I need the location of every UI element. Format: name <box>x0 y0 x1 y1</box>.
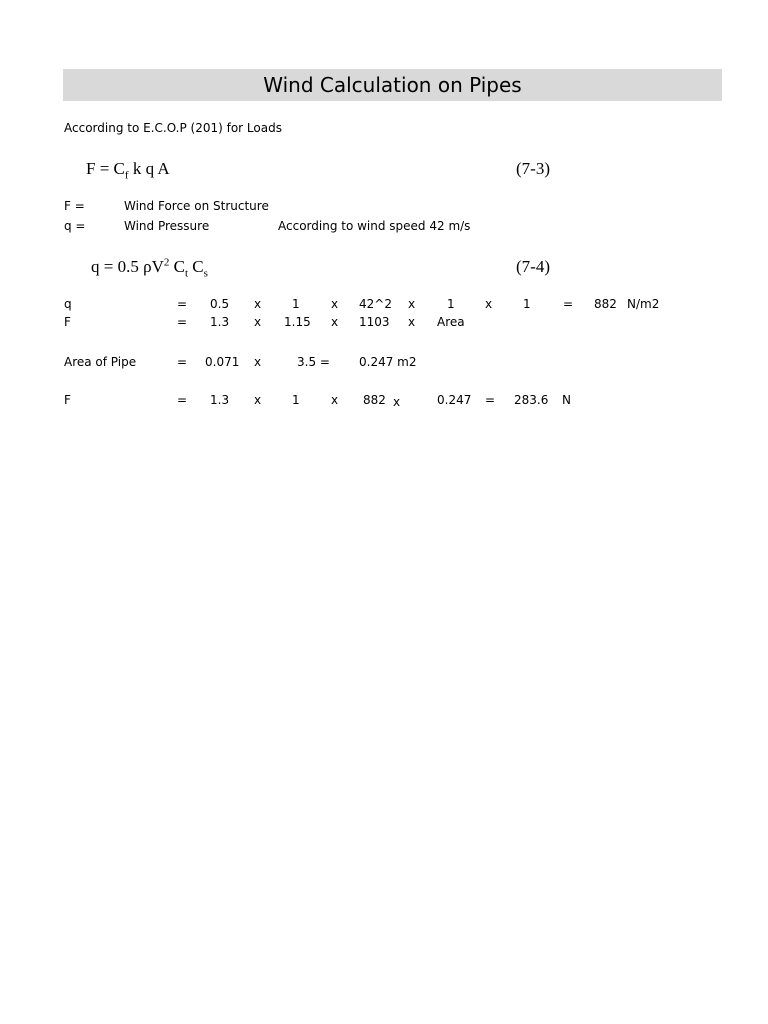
def-q-description: Wind Pressure <box>124 219 210 233</box>
row-q-equals: = <box>177 297 188 311</box>
row-f2-equals: = <box>177 393 188 407</box>
row-q-times1: x <box>254 297 262 311</box>
def-f-symbol: F = <box>64 199 85 213</box>
formula-7-4-part1: q = 0.5 ρV <box>91 257 164 276</box>
row-f1-value1: 1.3 <box>210 315 230 329</box>
formula-7-3-lhs: F = C <box>86 159 125 178</box>
equation-number-7-4: (7-4) <box>516 257 550 276</box>
row-q-equals2: = <box>563 297 574 311</box>
row-q-times3: x <box>408 297 416 311</box>
row-q-label: q <box>64 297 72 311</box>
row-area-result: 0.247 m2 <box>359 355 417 369</box>
row-f1-equals: = <box>177 315 188 329</box>
formula-7-4 <box>91 256 208 280</box>
row-area-label: Area of Pipe <box>64 355 137 369</box>
row-f1-value3: 1103 <box>359 315 390 329</box>
row-q-value1: 0.5 <box>210 297 230 311</box>
title-bar <box>63 69 722 101</box>
formula-7-4-sub-s: s <box>203 267 208 280</box>
row-f1-label: F <box>64 315 71 329</box>
row-f2-times1: x <box>254 393 262 407</box>
row-f2-times2: x <box>331 393 339 407</box>
row-q-times4: x <box>485 297 493 311</box>
row-f1-value2: 1.15 <box>284 315 311 329</box>
row-q-value4: 1 <box>447 297 455 311</box>
row-f2-value2: 1 <box>292 393 300 407</box>
row-f2-value1: 1.3 <box>210 393 230 407</box>
row-f2-value3: 882 <box>363 393 386 407</box>
formula-7-4-sub-t: t <box>184 267 189 280</box>
row-f2-unit: N <box>562 393 571 407</box>
row-q-result: 882 <box>594 297 617 311</box>
row-f2-result: 283.6 <box>514 393 549 407</box>
row-q-unit: N/m2 <box>627 297 660 311</box>
reference-text: According to E.C.O.P (201) for Loads <box>64 121 282 135</box>
formula-7-3 <box>86 159 170 182</box>
row-q-times2: x <box>331 297 339 311</box>
formula-7-3-sub-f: f <box>124 169 129 182</box>
row-q-value3: 42^2 <box>359 297 392 311</box>
formula-7-3-rest: k q A <box>128 159 170 178</box>
row-f2-equals2: = <box>485 393 496 407</box>
formula-7-4-part2: C <box>169 257 185 276</box>
row-f1-times2: x <box>331 315 339 329</box>
def-q-symbol: q = <box>64 219 86 233</box>
page-title: Wind Calculation on Pipes <box>263 73 522 97</box>
row-area-times1: x <box>254 355 262 369</box>
equation-number-7-3: (7-3) <box>516 159 550 178</box>
def-f-description: Wind Force on Structure <box>124 199 269 213</box>
row-f1-times3: x <box>408 315 416 329</box>
formula-7-4-sup: 2 <box>163 256 170 269</box>
row-f2-times3: x <box>393 395 401 409</box>
row-f1-value4: Area <box>437 315 465 329</box>
row-area-value2: 3.5 = <box>297 355 330 369</box>
row-f1-times1: x <box>254 315 262 329</box>
def-q-note: According to wind speed 42 m/s <box>278 219 471 233</box>
row-q-value5: 1 <box>523 297 531 311</box>
row-area-equals: = <box>177 355 188 369</box>
formula-7-4-part3: C <box>188 257 204 276</box>
row-q-value2: 1 <box>292 297 300 311</box>
row-f2-value4: 0.247 <box>437 393 472 407</box>
row-f2-label: F <box>64 393 71 407</box>
row-area-value1: 0.071 <box>205 355 240 369</box>
